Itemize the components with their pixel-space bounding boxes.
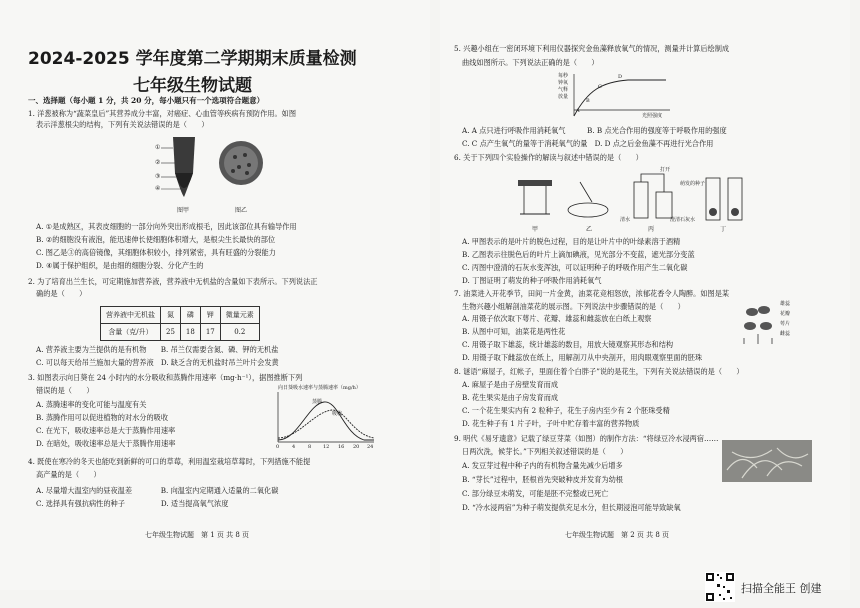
question-text: 曲线如图所示。下列说法正确的是（ ）	[462, 58, 599, 67]
watermark-text: 扫描全能王 创建	[741, 582, 822, 595]
option-text: A. 发豆芽过程中种子内的有机物含量先减少后增多	[462, 461, 623, 470]
option-text: C. 在光下，吸收速率总是大于蒸腾作用速率	[36, 426, 176, 435]
left-footer: 七年级生物试题 第 1 页 共 8 页	[145, 531, 250, 539]
nutrient-table	[100, 306, 260, 341]
option-text: C. C 点产生氧气的量等于消耗氧气的量 D. D 点之后金鱼藻不再进行光合作用	[462, 139, 714, 148]
table-header: 微量元素	[220, 307, 259, 324]
exam-subtitle: 七年级生物试题	[133, 76, 252, 96]
option-text: D. ④属于保护组织，是由细的细胞分裂、分化产生的	[36, 261, 204, 270]
transpiration-chart	[268, 384, 380, 454]
option-text: C. 可以每天给吊兰施加大量的营养液 D. 缺乏含的无机盐时吊兰叶片会发黄	[36, 358, 279, 367]
mark-4: ④	[155, 185, 161, 192]
question-text: 9. 明代《易牙遗意》记载了绿豆芽菜（如图）的制作方法：“将绿豆冷水浸两宿……	[454, 434, 719, 443]
option-text: B. “芽长”过程中，胚根首先突破种皮并发育为幼根	[462, 475, 623, 484]
left-page	[0, 0, 430, 590]
option-text: C. 一个花生果实内有 2 粒种子，花生子房内至少有 2 个胚珠受精	[462, 406, 670, 415]
point-a: A	[576, 108, 580, 114]
mark-3: ③	[155, 173, 161, 180]
option-text: B. 从图中可知，油菜花是两性花	[462, 327, 566, 336]
question-text: 5. 兴趣小组在一密闭环境下利用仪器探究金鱼藻释放氧气的情况，测量并计算后绘制成	[454, 44, 730, 53]
x-axis-label: 光照强度	[642, 113, 663, 119]
question-text: 高产量的是（ ）	[36, 470, 101, 479]
label-stamen: 雄蕊	[780, 301, 791, 307]
question-text: 4. 既使在寒冷的冬天也能吃到新鲜的可口的草莓，利用温室栽培草莓时，下列措施不能提	[28, 457, 311, 466]
option-text: D. “冷水浸两宿”为种子萌发提供充足水分，但长期浸泡可能导致缺氧	[462, 503, 681, 512]
caption-jia: 图甲	[177, 207, 190, 214]
x-tick: 24	[367, 444, 374, 450]
exam-title: 2024-2025 学年度第二学期期末质量检测	[28, 49, 357, 69]
x-tick: 16	[338, 444, 345, 450]
option-text: A. 甲图表示的是叶片的脱色过程，目的是让叶片中的叶绿素溶于酒精	[462, 237, 681, 246]
table-row-label: 含量（克/升）	[101, 324, 161, 341]
label-ding: 丁	[720, 226, 727, 233]
chart-title: 向日葵吸水速率与蒸腾速率（mg/h）	[278, 385, 361, 391]
question-text: 生物兴趣小组解剖油菜花的展示图。下列说法中步骤错误的是（ ）	[462, 302, 685, 311]
option-text: A. 用镊子依次取下萼片、花瓣、雄蕊和雌蕊放在白纸上观察	[462, 314, 652, 323]
section-heading: 一、选择题（每小题 1 分，共 20 分，每小题只有一个选项符合题意）	[28, 96, 265, 105]
table-cell: 17	[200, 324, 220, 341]
question-text: 日两次洗，候芽长。”下列相关叙述错误的是（ ）	[462, 447, 628, 456]
option-text: A. 尽量增大温室内的昼夜温差 B. 向温室内定期通入适量的二氧化碳	[36, 486, 279, 495]
label-pistil: 雌蕊	[780, 331, 791, 337]
label-sepal: 萼片	[780, 321, 791, 327]
experiment-figure	[510, 166, 760, 234]
option-text: A. 蒸腾速率的变化可能与温度有关	[36, 400, 147, 409]
mark-1: ①	[155, 144, 161, 151]
table-header: 钾	[200, 307, 220, 324]
x-tick: 4	[292, 444, 296, 450]
option-text: A. 麻屋子是由子房壁发育而成	[462, 380, 559, 389]
note-lime: 澄清石灰水	[670, 217, 696, 223]
question-text: 表示洋葱根尖的结构，下列有关说法错误的是（ ）	[36, 120, 209, 129]
qr-code-icon	[705, 572, 735, 602]
flower-figure	[730, 300, 810, 346]
option-text: B. ②的细胞没有液泡，能迅速伸长使细胞体积增大，是根尖生长最快的部位	[36, 235, 276, 244]
option-text: C. 丙图中澄清的石灰水变浑浊，可以证明种子的呼吸作用产生二氧化碳	[462, 263, 688, 272]
question-text: 2. 为了培育出兰生长，可定期施加营养液，营养液中无机盐的含量如下表所示。下列说法正	[28, 277, 318, 286]
caption-yi: 图乙	[235, 207, 248, 214]
x-tick: 20	[353, 444, 360, 450]
option-text: D. 用镊子取下雌蕊放在纸上，用解剖刀从中央剖开，用肉眼观察里面的胚珠	[462, 353, 703, 362]
question-text: 确的是（ ）	[36, 289, 87, 298]
point-d: D	[618, 74, 623, 80]
table-cell: 18	[180, 324, 200, 341]
point-c: C	[598, 84, 602, 90]
label-yi: 乙	[586, 226, 593, 233]
option-text: D. 在暗处，吸收速率总是大于蒸腾作用速率	[36, 439, 176, 448]
option-text: D. 花生种子有 1 片子叶，子叶中贮存着丰富的营养物质	[462, 419, 640, 428]
option-text: C. 选择具有强抗病性的种子 D. 适当提高氧气浓度	[36, 499, 229, 508]
y-axis-label: 每秒钟氧气释放量	[558, 73, 569, 100]
option-text: B. 花生果实是由子房发育而成	[462, 393, 559, 402]
table-header: 氮	[161, 307, 181, 324]
question-text: 3. 如图表示向日葵在 24 小时内的水分吸收和蒸腾作用速率（mg·h⁻¹），据图推断下列	[28, 373, 303, 382]
table-header: 磷	[180, 307, 200, 324]
label-jia: 甲	[532, 226, 539, 233]
legend-transpiration: 蒸腾	[312, 399, 323, 405]
right-footer: 七年级生物试题 第 2 页 共 8 页	[565, 531, 670, 539]
legend-absorption: 吸收	[332, 411, 343, 417]
question-text: 6. 关于下列四个实验操作的解读与叙述中错误的是（ ）	[454, 153, 643, 162]
option-text: B. 乙图表示往脱色后的叶片上滴加碘液，见光部分不变蓝，遮光部分变蓝	[462, 250, 695, 259]
root-tip-figure	[155, 133, 275, 215]
right-page	[440, 0, 850, 590]
table-cell: 25	[161, 324, 181, 341]
point-b: B	[586, 98, 590, 104]
x-tick: 0	[276, 444, 280, 450]
option-text: A. ①是成熟区，其表皮细胞的一部分向外突出形成根毛，因此该部位具有输导作用	[36, 222, 297, 231]
option-text: C. 用镊子取下雄蕊，统计雄蕊的数目，用放大镜观察其形态和结构	[462, 340, 674, 349]
option-text: C. 部分绿豆未萌发，可能是胚不完整或已死亡	[462, 489, 609, 498]
note-open: 打开	[660, 167, 671, 173]
option-text: A. A 点只进行呼吸作用消耗氧气 B. B 点光合作用的强度等于呼吸作用的强度	[462, 126, 727, 135]
note-seed: 萌发的种子	[680, 181, 706, 187]
option-text: A. 营养液主要为兰提供的是有机物 B. 吊兰仅需要含氮、磷、钾的无机盐	[36, 345, 279, 354]
label-petal: 花瓣	[780, 311, 791, 317]
question-text: 错误的是（ ）	[36, 386, 94, 395]
x-tick: 8	[308, 444, 312, 450]
oxygen-curve-figure	[558, 70, 678, 120]
bean-sprout-photo	[722, 440, 812, 482]
table-cell: 0.2	[220, 324, 259, 341]
question-text: 8. 谜语“麻屋子，红帐子，里面住着个白胖子”说的是花生，下列有关说法错误的是（ ）	[454, 367, 744, 376]
question-text: 7. 油菜进入开花季节，田间一片金黄，油菜花竞相怒放，浓郁花香令人陶醉。如图是某	[454, 289, 730, 298]
table-header: 营养液中无机盐	[101, 307, 161, 324]
x-tick: 12	[323, 444, 330, 450]
option-text: C. 图乙是③的高倍镜像，其细胞体积较小，排列紧密，具有旺盛的分裂能力	[36, 248, 276, 257]
mark-2: ②	[155, 159, 161, 166]
note-water: 清水	[620, 217, 631, 223]
question-text: 1. 洋葱被称为“蔬菜皇后”其营养成分丰富，对癌症、心血管等疾病有预防作用。如图	[28, 109, 297, 118]
label-bing: 丙	[648, 226, 655, 233]
option-text: D. 丁图证明了萌发的种子呼吸作用消耗氧气	[462, 276, 602, 285]
option-text: B. 蒸腾作用可以促进植物的对水分的吸收	[36, 413, 169, 422]
